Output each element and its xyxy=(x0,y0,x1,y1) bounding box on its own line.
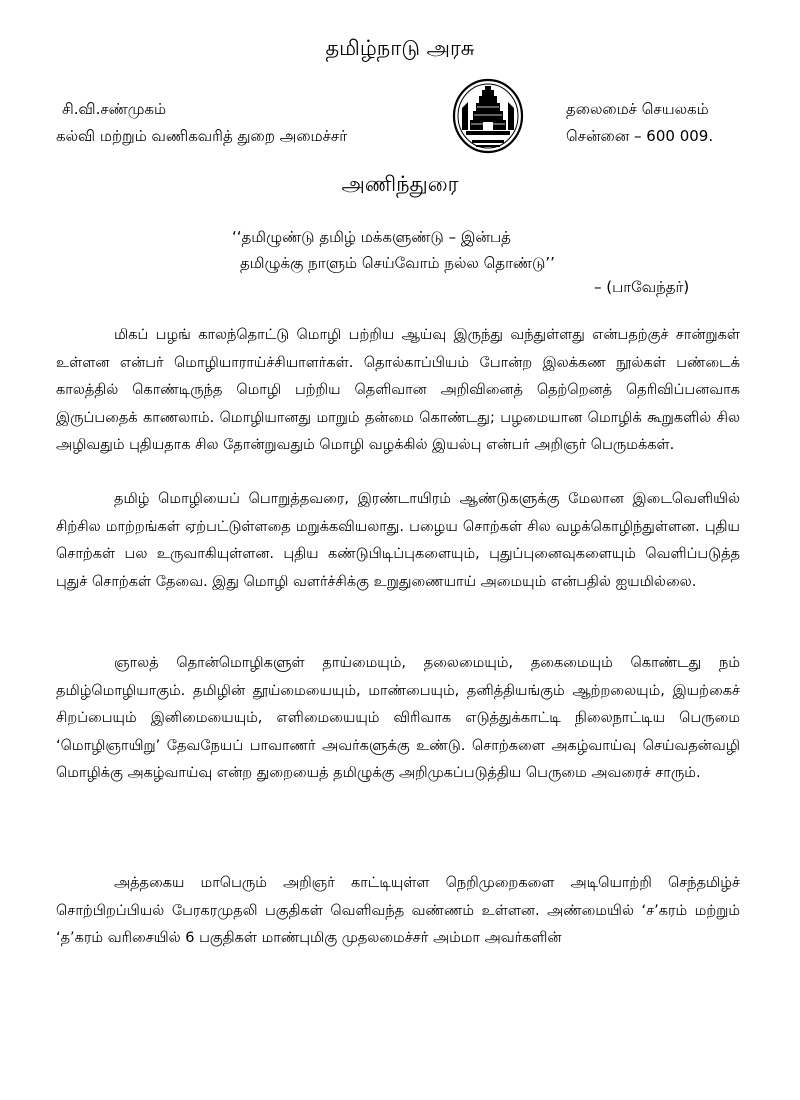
quote-line-1: ‘‘தமிழுண்டு தமிழ் மக்களுண்டு – இன்பத் xyxy=(232,228,511,246)
office-address: சென்னை – 600 009. xyxy=(566,127,714,145)
minister-title: கல்வி மற்றும் வணிகவரித் துறை அமைச்சர் xyxy=(56,127,348,145)
government-heading: தமிழ்நாடு அரசு xyxy=(325,36,475,60)
body-paragraph-4: அத்தகைய மாபெரும் அறிஞர் காட்டியுள்ள நெறிமுறைகளை அடியொற்றி செந்தமிழ்ச் சொற்பிறப்பியல் பேரகரமுதலி பகுதிகள் வெளிவந்த வண்ணம் உள்ளன. அண்மையில் ‘ச’கரம் மற்றும் ‘த’கரம் வரிசையில் 6 பகுதிகள் மாண்புமிகு முதலமைச்சர் அம்மா அவர்களின் xyxy=(56,875,740,946)
office-name: தலைமைச் செயலகம் xyxy=(566,100,709,118)
tamil-nadu-emblem-icon xyxy=(452,78,524,158)
epigraph-quote xyxy=(232,224,555,276)
quote-attribution: – (பாவேந்தர்) xyxy=(594,278,690,296)
minister-name: சி.வி.சண்முகம் xyxy=(62,100,167,118)
document-subject: அணிந்துரை xyxy=(341,172,459,196)
quote-line-2: தமிழுக்கு நாளும் செய்வோம் நல்ல தொண்டு’’ xyxy=(240,254,555,272)
body-paragraph-2: தமிழ் மொழியைப் பொறுத்தவரை, இரண்டாயிரம் ஆண்டுகளுக்கு மேலான இடைவெளியில் சிற்சில மாற்றங்கள் ஏற்பட்டுள்ளதை மறுக்கவியலாது. பழைய சொற்கள் சில வழக்கொழிந்துள்ளன. புதிய சொற்கள் பல உருவாகியுள்ளன. புதிய கண்டுபிடிப்புகளையும், புதுப்புனைவுகளையும் வெளிப்படுத்த புதுச் சொற்கள் தேவை. இது மொழி வளர்ச்சிக்கு உறுதுணையாய் அமையும் என்பதில் ஐயமில்லை. xyxy=(56,491,740,590)
body-paragraph-3: ஞாலத் தொன்மொழிகளுள் தாய்மையும், தலைமையும், தகைமையும் கொண்டது நம் தமிழ்மொழியாகும். தமிழின் தூய்மையையும், மாண்பையும், தனித்தியங்கும் ஆற்றலையும், இயற்கைச் சிறப்பையும் இனிமையையும், எளிமையையும் விரிவாக எடுத்துக்காட்டி நிலைநாட்டிய பெருமை ‘மொழிஞாயிறு’ தேவநேயப் பாவாணர் அவர்களுக்கு உண்டு. சொற்களை அகழ்வாய்வு செய்வதன்வழி மொழிக்கு அகழ்வாய்வு என்ற துறையைத் தமிழுக்கு அறிமுகப்படுத்திய பெருமை அவரைச் சாரும். xyxy=(56,655,740,781)
office-block xyxy=(566,96,713,150)
minister-block xyxy=(56,96,347,150)
body-paragraph-1: மிகப் பழங் காலந்தொட்டு மொழி பற்றிய ஆய்வு இருந்து வந்துள்ளது என்பதற்குச் சான்றுகள் உள்ளன என்பர் மொழியாராய்ச்சியாளர்கள். தொல்காப்பியம் போன்ற இலக்கண நூல்கள் பண்டைக் காலத்தில் கொண்டிருந்த மொழி பற்றிய தெளிவான அறிவினைத் தெற்றெனத் தெரிவிப்பனவாக இருப்பதைக் காணலாம். மொழியானது மாறும் தன்மை கொண்டது; பழமையான மொழிக் கூறுகளில் சில அழிவதும் புதியதாக சில தோன்றுவதும் மொழி வழக்கில் இயல்பு என்பர் அறிஞர் பெருமக்கள். xyxy=(56,327,740,453)
